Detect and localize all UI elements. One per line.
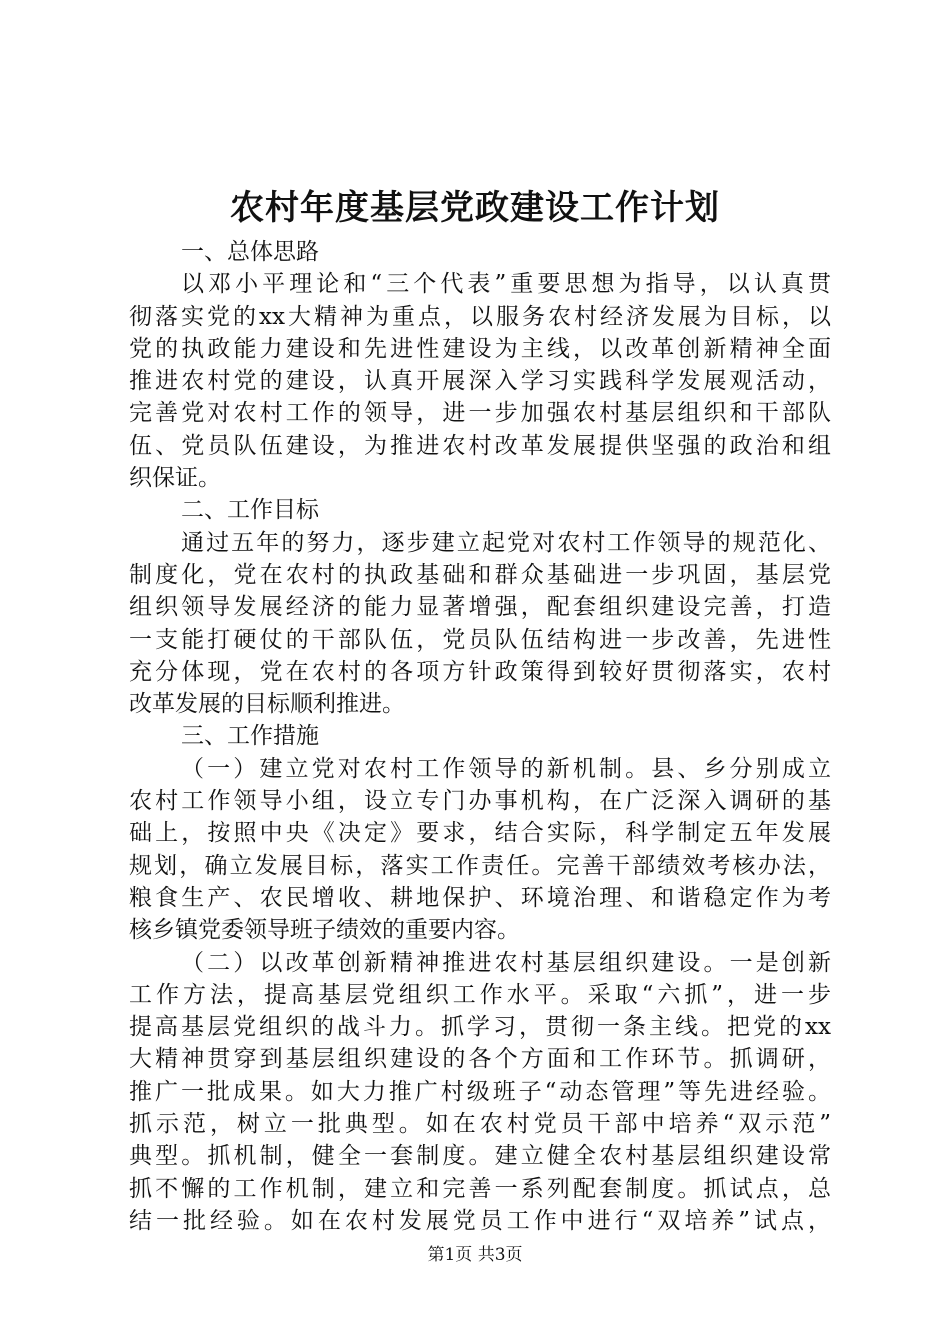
text-line: 彻落实党的xx大精神为重点，以服务农村经济发展为目标，以 [129,303,831,330]
text-line: 改革发展的目标顺利推进。 [129,691,405,718]
text-line: 组织领导发展经济的能力显著增强，配套组织建设完善，打造 [129,594,831,621]
text-line: 推进农村党的建设，认真开展深入学习实践科学发展观活动， [129,368,831,395]
text-line: 通过五年的努力，逐步建立起党对农村工作领导的规范化、 [181,529,831,556]
page-footer: 第1页 共3页 [427,1245,523,1265]
text-line: 制度化，党在农村的执政基础和群众基础进一步巩固，基层党 [129,561,831,588]
text-line: （一）建立党对农村工作领导的新机制。县、乡分别成立 [181,755,831,782]
text-line: 完善党对农村工作的领导，进一步加强农村基层组织和干部队 [129,400,831,427]
text-line: 础上，按照中央《决定》要求，结合实际，科学制定五年发展 [129,820,831,847]
text-line: 推广一批成果。如大力推广村级班子“动态管理”等先进经验。 [129,1078,831,1105]
text-line: 伍、党员队伍建设，为推进农村改革发展提供坚强的政治和组 [129,432,831,459]
text-line: 织保证。 [129,465,221,492]
text-line: 充分体现，党在农村的各项方针政策得到较好贯彻落实，农村 [129,658,831,685]
text-line: 抓不懈的工作机制，建立和完善一系列配套制度。抓试点，总 [129,1175,831,1202]
text-line: 以邓小平理论和“三个代表”重要思想为指导，以认真贯 [181,271,831,298]
text-line: 一、总体思路 [181,239,319,265]
text-line: 一支能打硬仗的干部队伍，党员队伍结构进一步改善，先进性 [129,626,831,653]
text-line: 工作方法，提高基层党组织工作水平。采取“六抓”，进一步 [129,981,831,1008]
text-line: 提高基层党组织的战斗力。抓学习，贯彻一条主线。把党的xx [129,1014,831,1041]
document-title: 农村年度基层党政建设工作计划 [230,188,720,228]
text-line: 大精神贯穿到基层组织建设的各个方面和工作环节。抓调研， [129,1046,831,1073]
text-line: 核乡镇党委领导班子绩效的重要内容。 [129,917,520,944]
text-line: 结一批经验。如在农村发展党员工作中进行“双培养”试点， [129,1207,831,1234]
text-line: 粮食生产、农民增收、耕地保护、环境治理、和谐稳定作为考 [129,884,831,911]
text-line: 党的执政能力建设和先进性建设为主线，以改革创新精神全面 [129,335,831,362]
text-line: 典型。抓机制，健全一套制度。建立健全农村基层组织建设常 [129,1143,831,1170]
text-line: 规划，确立发展目标，落实工作责任。完善干部绩效考核办法， [129,852,831,879]
text-line: 农村工作领导小组，设立专门办事机构，在广泛深入调研的基 [129,788,831,815]
text-line: 二、工作目标 [181,497,319,524]
text-line: 三、工作措施 [181,723,319,750]
document-body [129,236,831,1237]
text-line: （二）以改革创新精神推进农村基层组织建设。一是创新 [181,949,831,976]
text-line: 抓示范，树立一批典型。如在农村党员干部中培养“双示范” [129,1111,831,1138]
